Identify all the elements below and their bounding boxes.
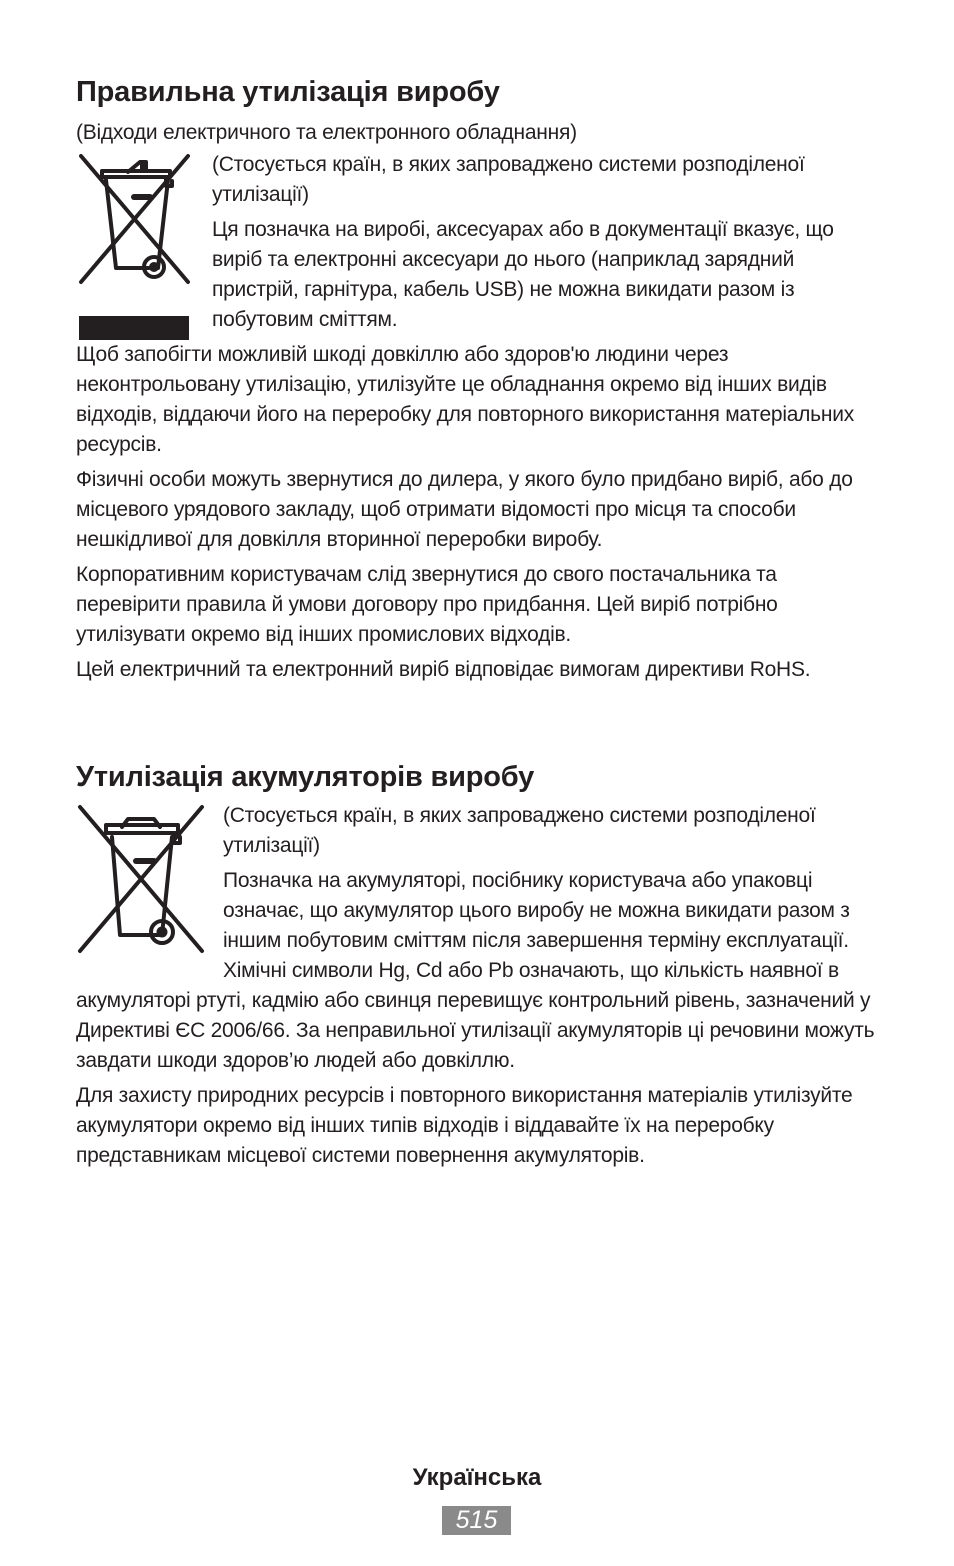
section-body-weee [76, 150, 886, 685]
paragraph: Корпоративним користувачам слід звернутися до свого постачальника та перевірити правила й умови договору про придбання. Цей виріб потрібно утилізувати окремо від інших промислових відходів. [76, 563, 778, 646]
page-number: 515 [442, 1506, 511, 1535]
paragraph: Щоб запобігти можливій шкоді довкіллю або здоров'ю людини через неконтрольовану утилізацію, утилізуйте це обладнання окремо від інших видів відходів, віддаючи його на переробку для повторного використання матеріальних ресурсів. [76, 343, 854, 456]
crossed-out-wheelie-bin-icon [76, 150, 192, 340]
footer-language: Українська [412, 1464, 542, 1491]
paragraph: (Стосується країн, в яких запроваджено системи розподіленої утилізації) [212, 153, 805, 206]
paragraph: Позначка на акумуляторі, посібнику користувача або упаковці означає, що акумулятор цього виробу не можна викидати разом з іншим побутовим сміттям після завершення терміну експлуатації. Хімічні символи Hg, Cd або Pb означають, що кількість наявної в акумуляторі ртуті, кадмію або свинця перевищує контрольний рівень, зазначений у Директиві ЄС 2006/66. За неправильної утилізації акумуляторів ці речовини можуть завдати шкоди здоров’ю людей або довкіллю. [76, 869, 875, 1072]
section-title-battery: Утилізація акумуляторів виробу [76, 761, 535, 793]
paragraph: (Стосується країн, в яких запроваджено системи розподіленої утилізації) [223, 804, 816, 857]
section-title-weee: Правильна утилізація виробу [76, 76, 500, 108]
section-subtitle-weee: (Відходи електричного та електронного обладнання) [76, 121, 577, 144]
paragraph: Фізичні особи можуть звернутися до дилера, у якого було придбано виріб, або до місцевого урядового закладу, щоб отримати відомості про місця та способи нешкідливої для довкілля вторинної переробки виробу. [76, 468, 853, 551]
paragraph: Цей електричний та електронний виріб відповідає вимогам директиви RoHS. [76, 658, 811, 681]
paragraph: Ця позначка на виробі, аксесуарах або в документації вказує, що виріб та електронні аксесуари до нього (наприклад зарядний пристрій, гарнітура, кабель USB) не можна викидати разом із побутовим сміттям. [212, 218, 834, 331]
paragraph: Для захисту природних ресурсів і повторного використання матеріалів утилізуйте акумулятори окремо від інших типів відходів і віддавайте їх на переробку представникам місцевої системи повернення акумуляторів. [76, 1084, 853, 1167]
section-body-battery [76, 801, 886, 1171]
crossed-out-wheelie-bin-icon [76, 803, 206, 961]
